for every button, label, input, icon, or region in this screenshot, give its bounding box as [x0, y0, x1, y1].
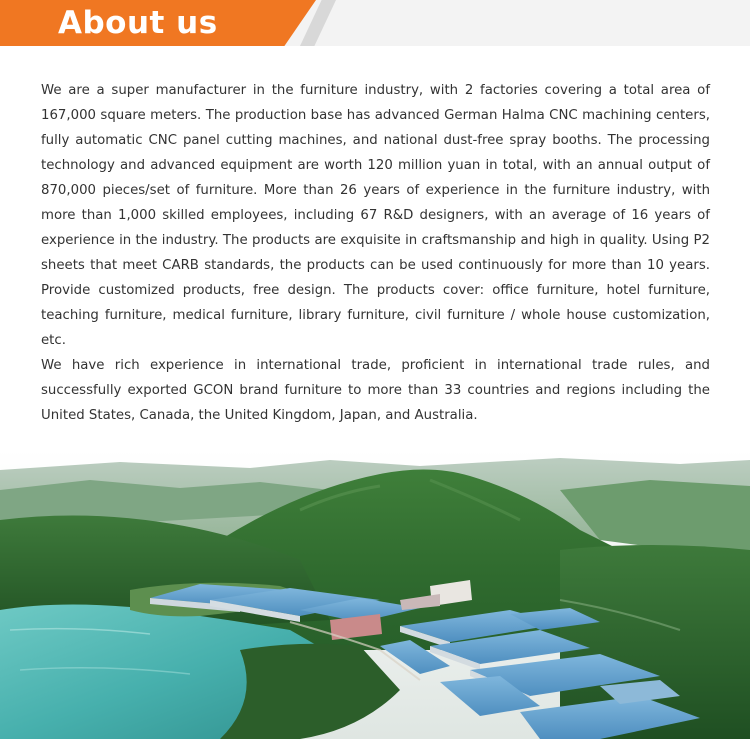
section-title: About us [58, 5, 218, 41]
about-text [41, 78, 710, 428]
about-paragraph-1: We are a super manufacturer in the furniture industry, with 2 factories covering a total area of 167,000 square meters. The production base has advanced German Halma CNC machining centers, fully automatic CNC panel cutting machines, and national dust-free spray booths. The processing technology and advanced equipment are worth 120 million yuan in total, with an annual output of 870,000 pieces/set of furniture. More than 26 years of experience in the furniture industry, with more than 1,000 skilled employees, including 67 R&D designers, with an average of 16 years of experience in the industry. The products are exquisite in craftsmanship and high in quality. Using P2 sheets that meet CARB standards, the products can be used continuously for more than 10 years. Provide customized products, free design. The products cover: office furniture, hotel furniture, teaching furniture, medical furniture, library furniture, civil furniture / whole house customization, etc. [41, 83, 710, 348]
about-paragraph-2: We have rich experience in international trade, proficient in international trade rules, and successfully exported GCON brand furniture to more than 33 countries and regions including the United States, Canada, the United Kingdom, Japan, and Australia. [41, 358, 710, 423]
factory-aerial-photo [0, 450, 750, 739]
section-header [0, 0, 750, 46]
